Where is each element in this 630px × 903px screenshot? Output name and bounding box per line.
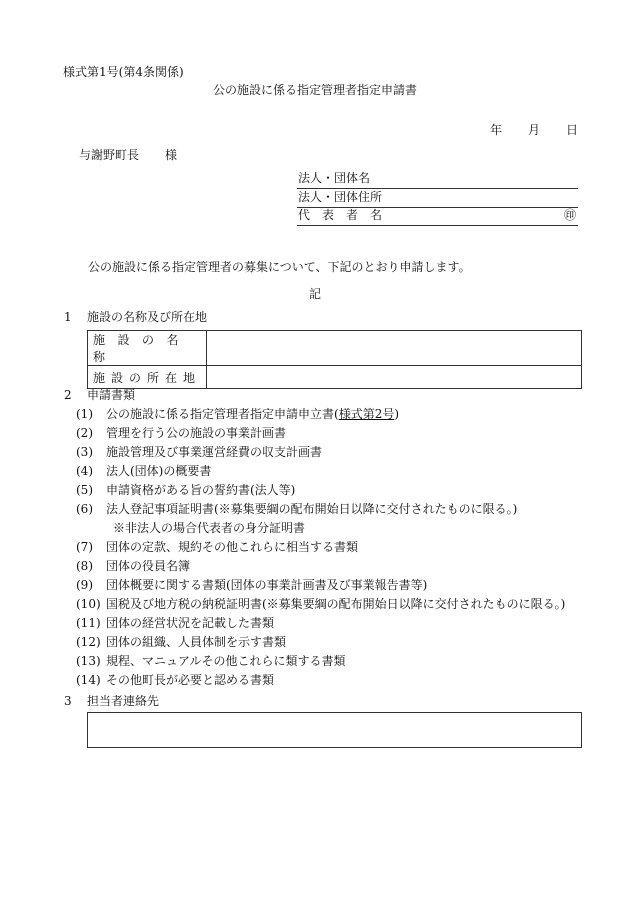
facility-table xyxy=(87,330,582,389)
corp-name-label: 法人・団体名 xyxy=(298,171,371,185)
list-item-note: ※非法人の場合代表者の身分証明書 xyxy=(113,521,306,535)
document-title: 公の施設に係る指定管理者指定申請書 xyxy=(212,83,417,97)
section2-heading xyxy=(64,387,135,403)
date-year-label: 年 xyxy=(490,123,503,137)
list-item: (14) その他町長が必要と認める書類 xyxy=(76,673,275,687)
section3-title: 担当者連絡先 xyxy=(87,694,160,708)
table-row xyxy=(88,366,582,389)
section2-title: 申請書類 xyxy=(87,388,136,402)
section1-title: 施設の名称及び所在地 xyxy=(87,310,208,324)
form-number: 様式第1号(第4条関係) xyxy=(63,65,184,79)
date-day-label: 日 xyxy=(566,123,579,137)
seal-mark: ㊞ xyxy=(563,208,576,222)
list-item: (10) 国税及び地方税の納税証明書(※募集要綱の配布開始日以降に交付されたものに限る。) xyxy=(76,597,566,611)
section1-number: 1 xyxy=(64,310,72,324)
document-list xyxy=(76,405,565,690)
date-month-label: 月 xyxy=(528,123,541,137)
facility-location-label: 施設の所在地 xyxy=(88,366,207,389)
list-item: (4) 法人(団体)の概要書 xyxy=(76,464,212,478)
list-item: (1) 公の施設に係る指定管理者指定申請申立書(様式第2号) xyxy=(76,407,400,421)
list-item: (9) 団体概要に関する書類(団体の事業計画書及び事業報告書等) xyxy=(76,578,428,592)
section3-heading xyxy=(64,693,159,709)
list-item: (5) 申請資格がある旨の誓約書(法人等) xyxy=(76,483,296,497)
list-item: (7) 団体の定款、規約その他これらに相当する書類 xyxy=(76,540,359,554)
facility-name-label: 施設の名称 xyxy=(88,331,207,366)
facility-location-value[interactable] xyxy=(207,366,582,389)
representative-label: 代表者名 xyxy=(298,208,395,222)
intro-text: 公の施設に係る指定管理者の募集について、下記のとおり申請します。 xyxy=(88,260,471,274)
list-item: (11) 団体の経営状況を記載した書類 xyxy=(76,616,275,630)
corp-address-label: 法人・団体住所 xyxy=(298,190,383,204)
list-item: (3) 施設管理及び事業運営経費の収支計画書 xyxy=(76,445,323,459)
section1-heading xyxy=(64,309,207,325)
addressee xyxy=(79,147,177,163)
list-item: (12) 団体の組織、人員体制を示す書類 xyxy=(76,635,287,649)
form2-link[interactable]: 様式第2号 xyxy=(338,407,395,421)
list-item: (6) 法人登記事項証明書(※募集要綱の配布開始日以降に交付されたものに限る。) xyxy=(76,502,518,516)
table-row xyxy=(88,331,582,366)
ki-heading: 記 xyxy=(308,287,321,301)
list-item: (13) 規程、マニュアルその他これらに類する書類 xyxy=(76,654,346,668)
section3-number: 3 xyxy=(64,694,72,708)
addressee-honorific: 様 xyxy=(165,148,178,162)
list-item: (8) 団体の役員名簿 xyxy=(76,559,191,573)
list-item: (2) 管理を行う公の施設の事業計画書 xyxy=(76,426,287,440)
contact-box[interactable] xyxy=(87,712,582,748)
representative-field[interactable] xyxy=(297,205,578,226)
facility-name-value[interactable] xyxy=(207,331,582,366)
section2-number: 2 xyxy=(64,388,72,402)
corp-name-field[interactable] xyxy=(297,168,578,189)
addressee-name: 与謝野町長 xyxy=(79,148,140,162)
